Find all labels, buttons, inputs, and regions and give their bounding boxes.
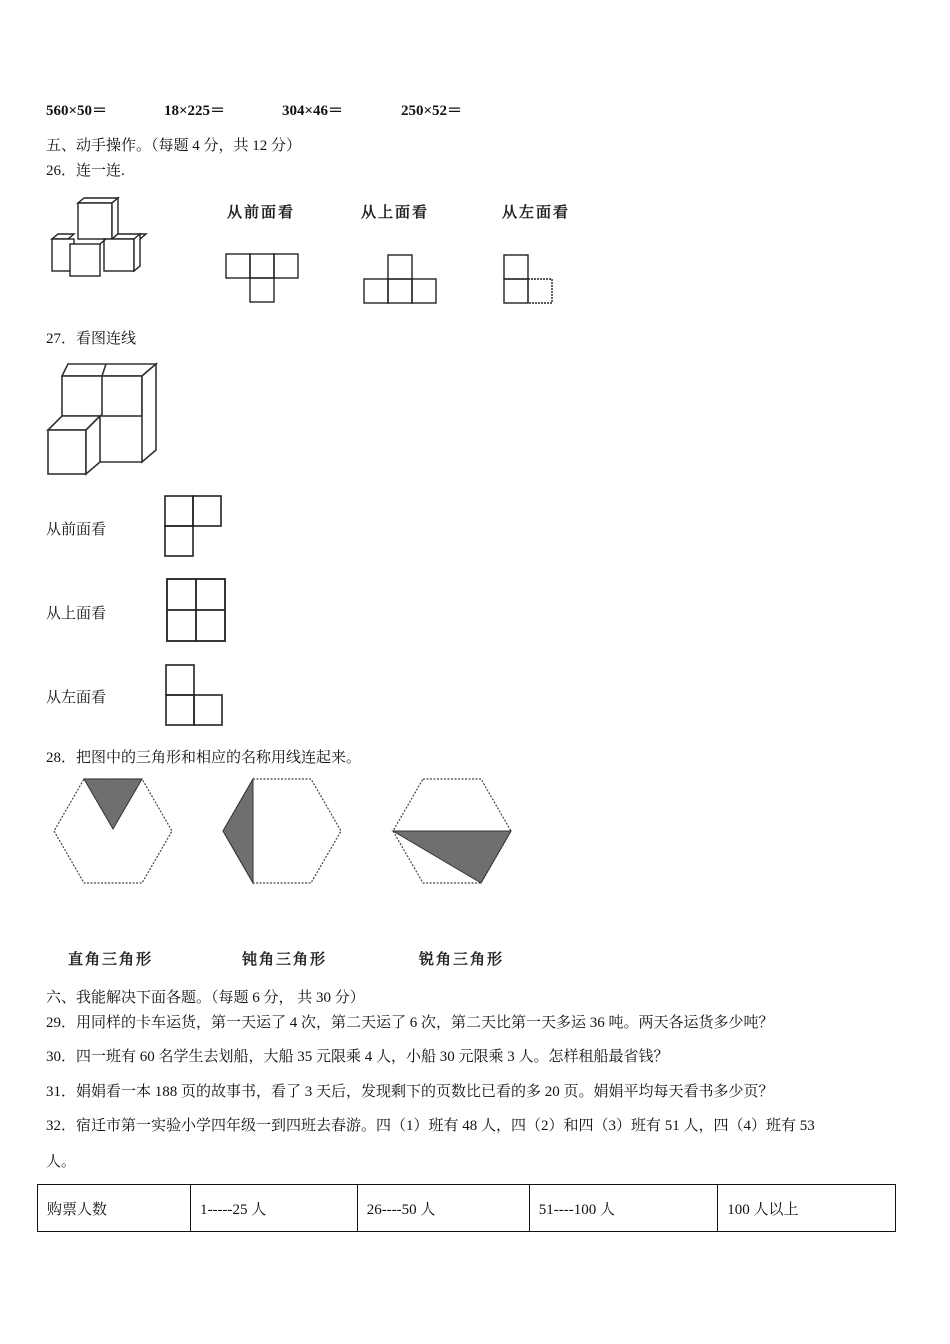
q26-shape-inverted-t <box>363 254 439 304</box>
q26-label: 26．连一连. <box>46 163 125 179</box>
q26-view-label-front: 从前面看 <box>227 205 296 221</box>
calc-item-2: 18×225＝ <box>164 103 226 119</box>
q27-shape-left <box>165 664 225 728</box>
q26-shape-l <box>503 254 555 306</box>
calc-item-1: 560×50＝ <box>46 103 108 119</box>
table-row <box>38 1185 896 1232</box>
q26-cube-figure <box>48 198 148 276</box>
q28-name-right: 直角三角形 <box>68 952 154 968</box>
q31-text: 31．娟娟看一本 188 页的故事书，看了 3 天后，发现剩下的页数比已看的多 20 页。娟娟平均每天看书多少页？ <box>46 1084 774 1100</box>
q26-shape-t <box>225 253 301 303</box>
table-cell: 100 人以上 <box>718 1185 896 1232</box>
q27-shape-top <box>166 578 228 644</box>
table-cell: 1-----25 人 <box>191 1185 358 1232</box>
q27-view-label-left: 从左面看 <box>46 690 107 706</box>
q32-text-line1: 32．宿迁市第一实验小学四年级一到四班去春游。四（1）班有 48 人，四（2）和四（3）班有 51 人，四（4）班有 53 <box>46 1118 815 1134</box>
q27-label: 27．看图连线 <box>46 331 137 347</box>
section5-title: 五、动手操作。（每题 4 分，共 12 分） <box>46 138 302 154</box>
q26-view-label-top: 从上面看 <box>361 205 430 221</box>
calc-item-3: 304×46＝ <box>282 103 344 119</box>
table-cell: 51----100 人 <box>529 1185 718 1232</box>
q28-hexagon-2 <box>221 776 343 886</box>
q32-text-line2: 人。 <box>46 1154 77 1170</box>
section6-title: 六、我能解决下面各题。（每题 6 分， 共 30 分） <box>46 990 365 1006</box>
table-cell: 购票人数 <box>38 1185 191 1232</box>
calc-item-4: 250×52＝ <box>401 103 463 119</box>
q27-view-label-front: 从前面看 <box>46 522 107 538</box>
q28-name-obtuse: 钝角三角形 <box>242 952 328 968</box>
q27-shape-front <box>164 494 224 558</box>
q27-view-label-top: 从上面看 <box>46 606 107 622</box>
q28-label: 28．把图中的三角形和相应的名称用线连起来。 <box>46 750 362 766</box>
q28-hexagon-3 <box>391 776 513 886</box>
table-cell: 26----50 人 <box>357 1185 529 1232</box>
q28-name-acute: 锐角三角形 <box>419 952 505 968</box>
q29-text: 29．用同样的卡车运货，第一天运了 4 次，第二天运了 6 次，第二天比第一天多运 36 吨。两天各运货多少吨？ <box>46 1015 774 1031</box>
q28-hexagon-1 <box>52 776 174 886</box>
q30-text: 30．四一班有 60 名学生去划船，大船 35 元限乘 4 人，小船 30 元限乘 3 人。怎样租船最省钱？ <box>46 1049 669 1065</box>
q26-view-label-left: 从左面看 <box>502 205 571 221</box>
ticket-price-table <box>37 1184 896 1232</box>
q27-cube-figure <box>46 362 158 476</box>
